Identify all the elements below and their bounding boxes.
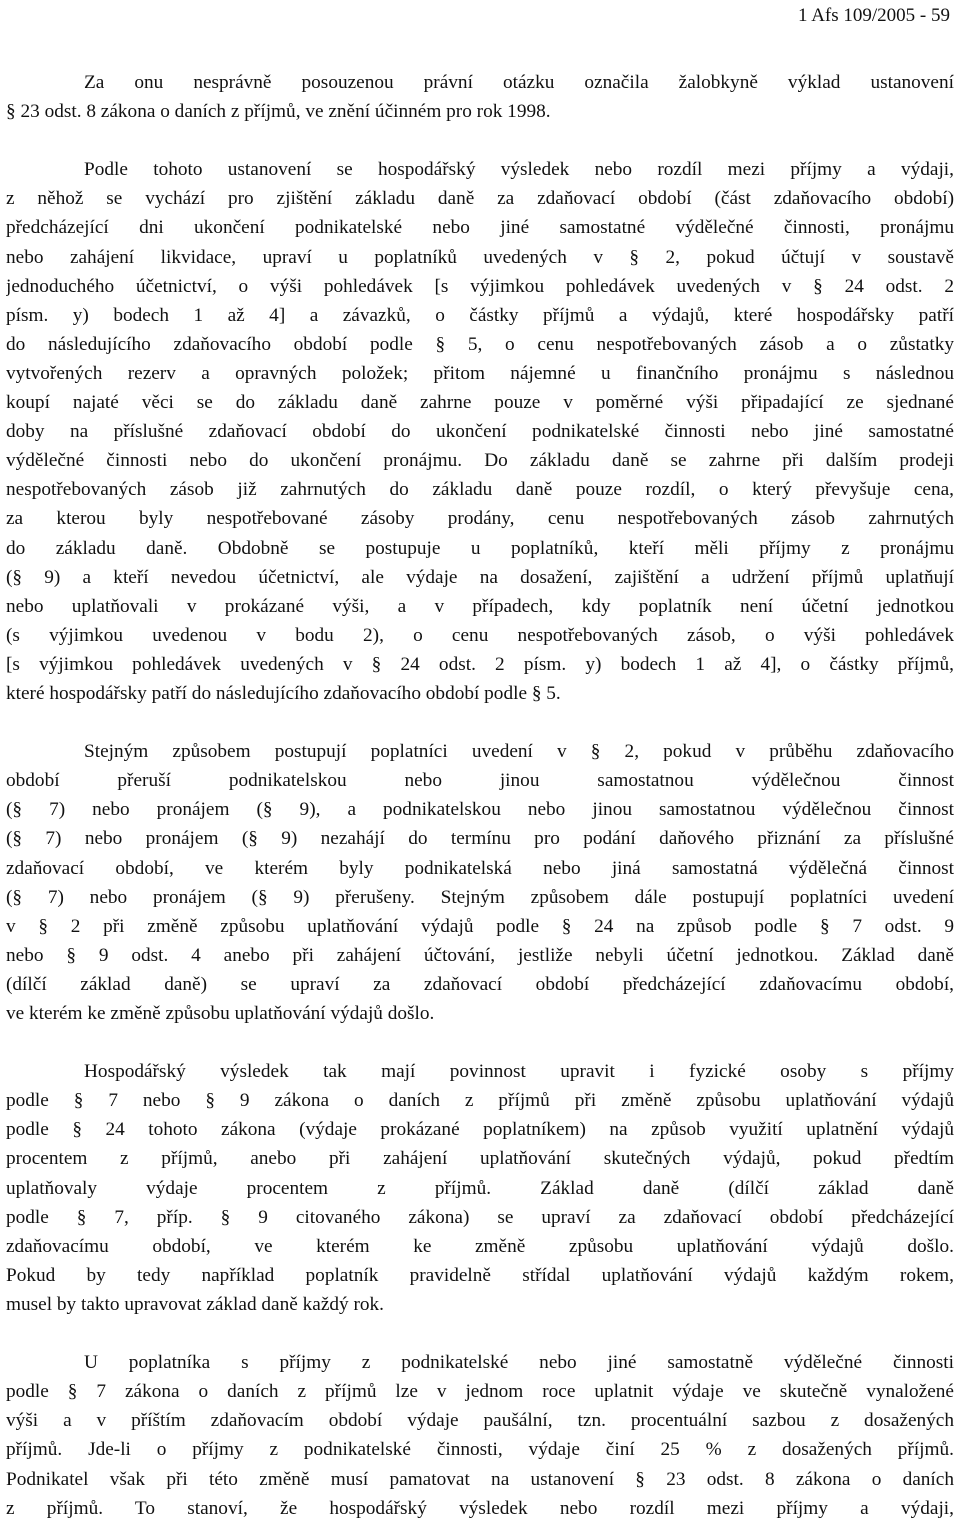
text-line: Podle tohoto ustanovení se hospodářský výsledek nebo rozdíl mezi příjmy a výdaji, — [84, 159, 954, 181]
text-line: do základu daně. Obdobně se postupuje u poplatníků, kteří měli příjmy z pronájmu — [6, 537, 954, 559]
text-line: Za onu nesprávně posouzenou právní otázku označila žalobkyně výklad ustanovení — [84, 72, 954, 93]
text-line: příjmů. Jde-li o příjmy z podnikatelské činnosti, výdaje činí 25 % z dosažených příjmů. — [6, 1439, 954, 1461]
text-line: z něhož se vychází pro zjištění základu daně za zdaňovací období (část zdaňovacího období) — [6, 188, 954, 210]
text-line: jednoduchého účetnictví, o výši pohledávek [s výjimkou pohledávek uvedených v § 24 odst. 2 — [6, 275, 954, 297]
text-line: za kterou byly nespotřebované zásoby prodány, cenu nespotřebovaných zásob zahrnutých — [6, 508, 954, 530]
text-line: Stejným způsobem postupují poplatníci uvedení v § 2, pokud v průběhu zdaňovacího — [84, 741, 954, 763]
case-reference: 1 Afs 109/2005 - 59 — [798, 5, 950, 26]
text-line: (§ 9) a kteří nevedou účetnictví, ale výdaje na dosažení, zajištění a udržení příjmů uplatňují — [6, 566, 954, 588]
text-line: procentem z příjmů, anebo při zahájení uplatňování skutečných výdajů, pokud předtím — [6, 1148, 954, 1170]
text-line: Podnikatel však při této změně musí pamatovat na ustanovení § 23 odst. 8 zákona o daních — [6, 1468, 954, 1490]
text-line: Pokud by tedy například poplatník pravidelně střídal uplatňování výdajů každým rokem, — [6, 1264, 954, 1286]
text-line: (dílčí základ daně) se upraví za zdaňovací období předcházející zdaňovacímu období, — [6, 973, 954, 995]
document-body — [6, 68, 954, 1523]
text-line: období přeruší podnikatelskou nebo jinou samostatnou výdělečnou činnost — [6, 770, 954, 792]
text-line: § 23 odst. 8 zákona o daních z příjmů, ve znění účinném pro rok 1998. — [6, 101, 551, 123]
text-line: které hospodářsky patří do následujícího zdaňovacího období podle § 5. — [6, 682, 561, 704]
text-line: nebo § 9 odst. 4 anebo při zahájení účtování, jestliže nebyli účetní jednotkou. Základ daně — [6, 944, 954, 966]
paragraph-gap — [6, 708, 954, 737]
paragraph-1 — [6, 68, 954, 126]
paragraph-gap — [6, 126, 954, 155]
text-line: (§ 7) nebo pronájem (§ 9) přerušeny. Stejným způsobem dále postupují poplatníci uvedení — [6, 886, 954, 908]
text-line: [s výjimkou pohledávek uvedených v § 24 odst. 2 písm. y) bodech 1 až 4], o částky příjmů, — [6, 653, 954, 675]
text-line: výdělečné činnosti nebo do ukončení pronájmu. Do základu daně se zahrne při dalším prodeji — [6, 450, 954, 472]
text-line: do následujícího zdaňovacího období podle § 5, o cenu nespotřebovaných zásob a o zůstatky — [6, 333, 954, 355]
paragraph-2 — [6, 155, 954, 708]
text-line: v § 2 při změně způsobu uplatňování výdajů podle § 24 na způsob podle § 7 odst. 9 — [6, 915, 954, 937]
paragraph-4 — [6, 1057, 954, 1319]
paragraph-gap — [6, 1028, 954, 1057]
text-line: výši a v příštím zdaňovacím období výdaje paušální, tzn. procentuální sazbou z dosažených — [6, 1410, 954, 1432]
text-line: (§ 7) nebo pronájem (§ 9), a podnikatelskou nebo jinou samostatnou výdělečnou činnost — [6, 799, 954, 821]
text-line: (s výjimkou uvedenou v bodu 2), o cenu nespotřebovaných zásob, o výši pohledávek — [6, 624, 954, 646]
paragraph-5 — [6, 1348, 954, 1523]
text-line: podle § 7 nebo § 9 zákona o daních z příjmů při změně způsobu uplatňování výdajů — [6, 1090, 954, 1112]
text-line: nespotřebovaných zásob již zahrnutých do základu daně pouze rozdíl, o který převyšuje cena, — [6, 479, 954, 501]
text-line: doby na příslušné zdaňovací období do ukončení podnikatelské činnosti nebo jiné samostatné — [6, 421, 954, 443]
text-line: zdaňovací období, ve kterém byly podnikatelská nebo jiná samostatná výdělečná činnost — [6, 857, 954, 879]
text-line: musel by takto upravovat základ daně každý rok. — [6, 1293, 384, 1315]
text-line: uplatňovaly výdaje procentem z příjmů. Základ daně (dílčí základ daně — [6, 1177, 954, 1199]
text-line: nebo uplatňovali v prokázané výši, a v případech, kdy poplatník není účetní jednotkou — [6, 595, 954, 617]
text-line: předcházející dni ukončení podnikatelské nebo jiné samostatné výdělečné činnosti, pronájmu — [6, 217, 954, 239]
text-line: podle § 24 tohoto zákona (výdaje prokázané poplatníkem) na způsob využití uplatnění výdajů — [6, 1119, 954, 1141]
text-line: vytvořených rezerv a opravných položek; přitom nájemné u finančního pronájmu s následnou — [6, 362, 954, 384]
paragraph-gap — [6, 1319, 954, 1348]
text-line: koupí najaté věci se do základu daně zahrne pouze v poměrné výši připadající ze sjednané — [6, 392, 954, 414]
text-line: nebo zahájení likvidace, upraví u poplatníků uvedených v § 2, pokud účtují v soustavě — [6, 246, 954, 268]
text-line: podle § 7, příp. § 9 citovaného zákona) se upraví za zdaňovací období předcházející — [6, 1206, 954, 1228]
paragraph-3 — [6, 737, 954, 1028]
text-line: ve kterém ke změně způsobu uplatňování výdajů došlo. — [6, 1003, 435, 1024]
text-line: (§ 7) nebo pronájem (§ 9) nezahájí do termínu pro podání daňového přiznání za příslušné — [6, 828, 954, 850]
text-line: zdaňovacímu období, ve kterém ke změně způsobu uplatňování výdajů došlo. — [6, 1235, 954, 1257]
text-line: U poplatníka s příjmy z podnikatelské nebo jiné samostatně výdělečné činnosti — [84, 1352, 954, 1374]
text-line: z příjmů. To stanoví, že hospodářský výsledek nebo rozdíl mezi příjmy a výdaji, — [6, 1497, 954, 1519]
text-line: Hospodářský výsledek tak mají povinnost upravit i fyzické osoby s příjmy — [84, 1061, 954, 1083]
text-line: podle § 7 zákona o daních z příjmů lze v jednom roce uplatnit výdaje ve skutečně vynaložené — [6, 1381, 954, 1403]
text-line: písm. y) bodech 1 až 4] a závazků, o částky příjmů a výdajů, které hospodářsky patří — [6, 304, 954, 326]
